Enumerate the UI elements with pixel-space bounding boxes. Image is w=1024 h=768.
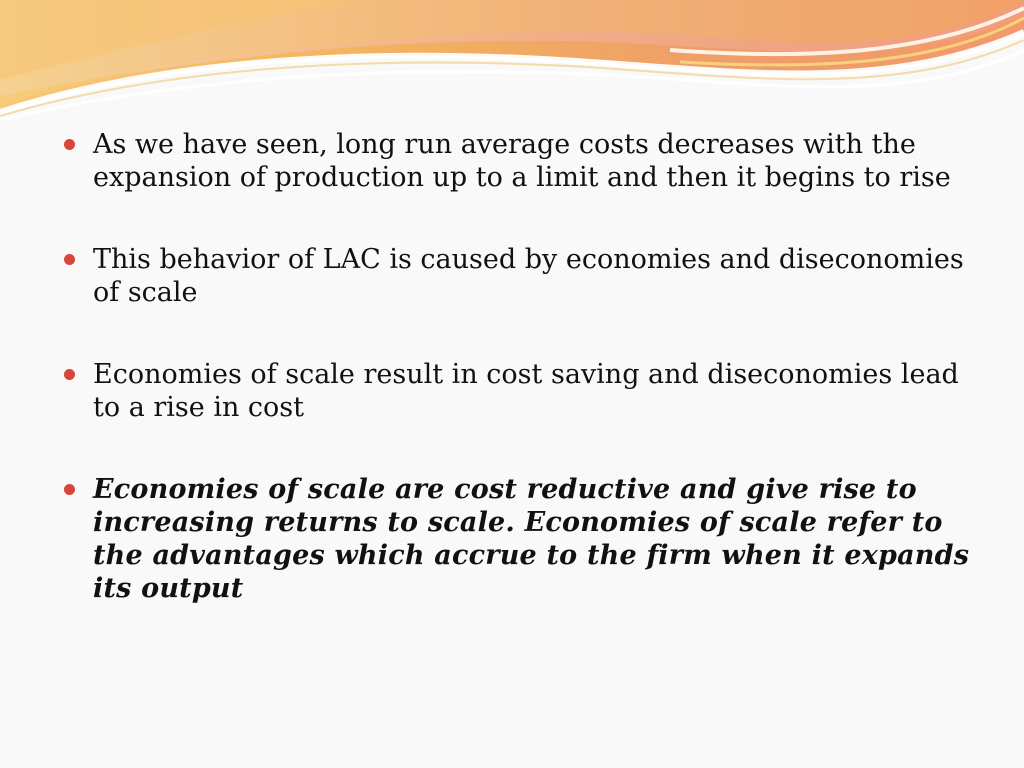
bullet-dot-icon bbox=[64, 139, 75, 150]
bullet-text-3: Economies of scale result in cost saving and diseconomies lead to a rise in cost bbox=[93, 359, 959, 423]
bullet-dot-icon bbox=[64, 484, 75, 495]
bullet-item-4 bbox=[64, 473, 974, 605]
bullet-text-1: As we have seen, long run average costs decreases with the expansion of production up to a limit and then it begins to rise bbox=[93, 129, 951, 193]
bullet-dot-icon bbox=[64, 254, 75, 265]
bullet-item-3 bbox=[64, 358, 974, 424]
bullet-item-1 bbox=[64, 128, 974, 194]
bullet-text-4: Economies of scale are cost reductive and give rise to increasing returns to scale. Economies of scale refer to the advantages which accrue to the firm when it expands its output bbox=[93, 474, 970, 604]
bullet-dot-icon bbox=[64, 369, 75, 380]
bullet-item-2 bbox=[64, 243, 974, 309]
slide-content bbox=[64, 128, 974, 605]
header-wave-decoration bbox=[0, 0, 1024, 130]
bullet-text-2: This behavior of LAC is caused by economies and diseconomies of scale bbox=[93, 244, 964, 308]
